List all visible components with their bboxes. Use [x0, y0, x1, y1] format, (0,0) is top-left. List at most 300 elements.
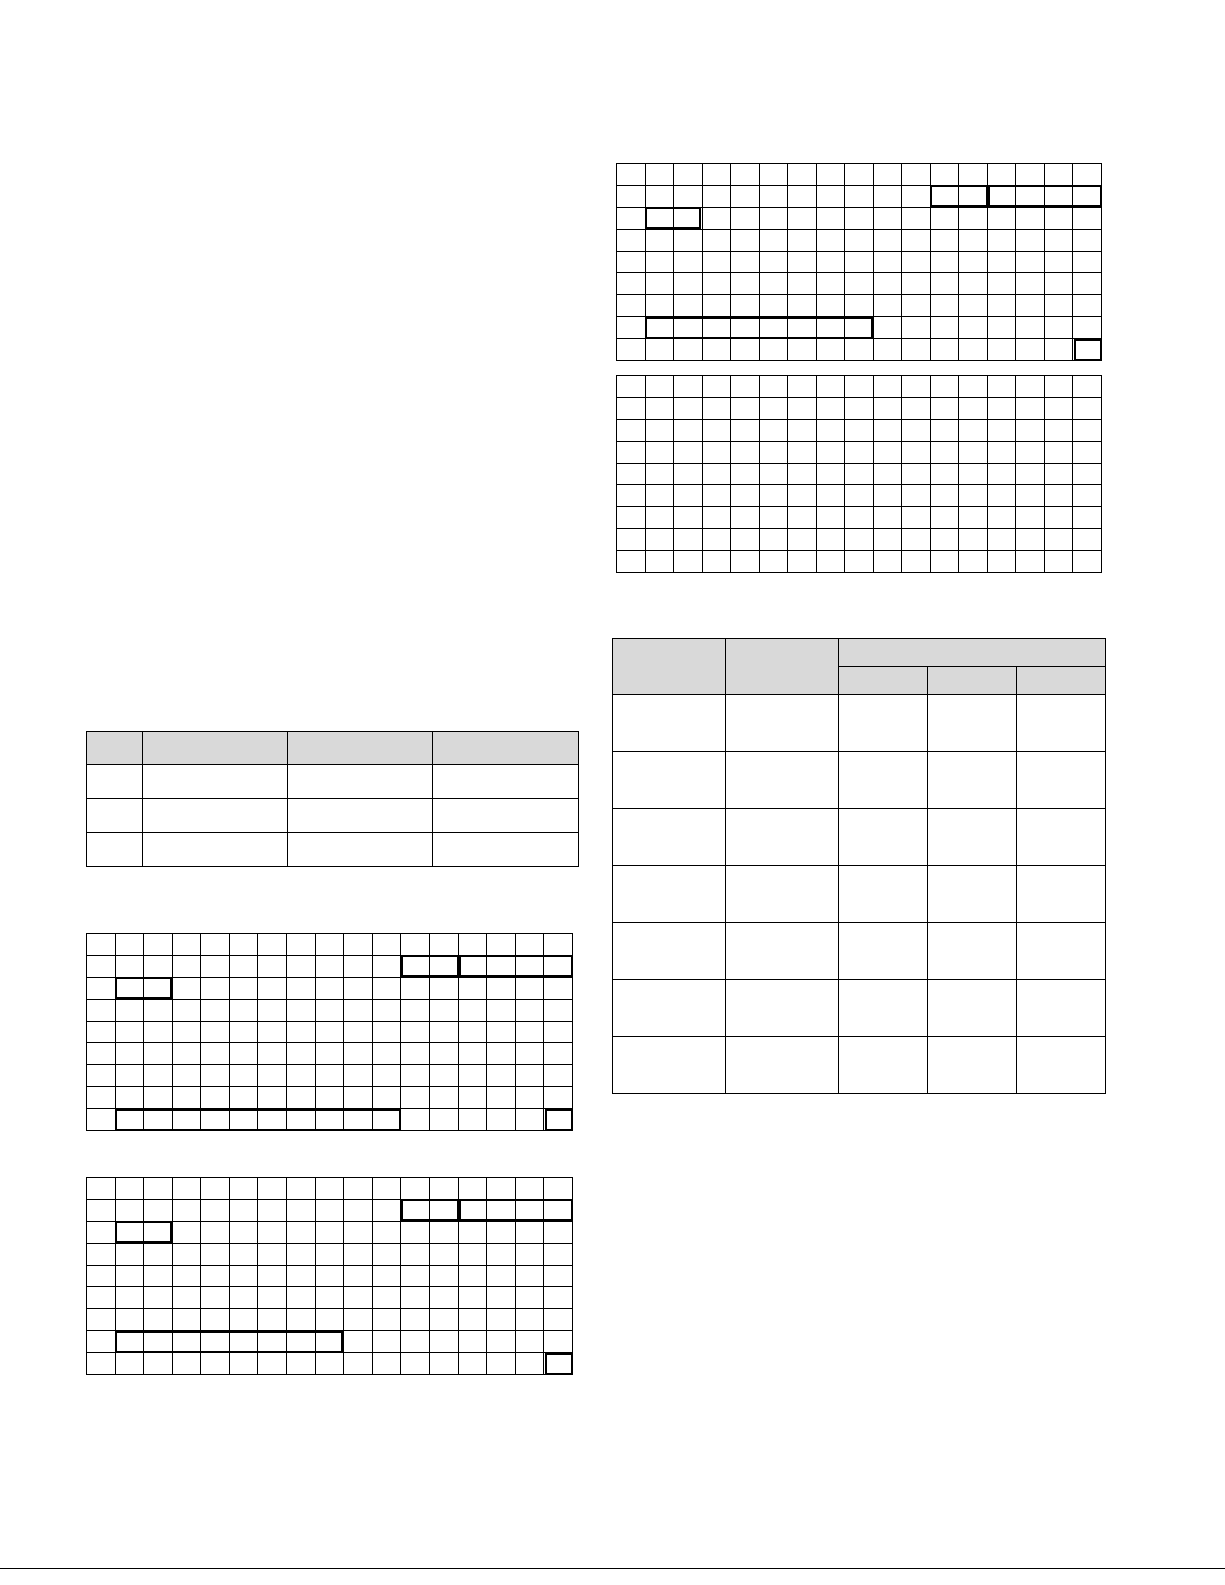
grid-cell [1073, 317, 1102, 339]
table-cell [839, 752, 928, 809]
grid-cell [201, 1287, 230, 1309]
table-cell [288, 765, 433, 799]
table-cell [928, 1037, 1017, 1094]
grid-cell [788, 529, 817, 551]
field-box [545, 1109, 573, 1131]
table-row [613, 1037, 1106, 1094]
grid-cell [258, 1199, 287, 1221]
grid-cell [873, 207, 902, 229]
grid-cell [172, 1065, 201, 1087]
grid-cell [930, 507, 959, 529]
grid-cell [731, 551, 760, 573]
grid-cell [987, 295, 1016, 317]
grid-cell [788, 397, 817, 419]
grid-cell [902, 185, 931, 207]
grid-cell [816, 185, 845, 207]
grid-cell [372, 1221, 401, 1243]
grid-cell [1044, 295, 1073, 317]
grid-cell [401, 1178, 430, 1200]
grid-cell [959, 397, 988, 419]
grid-cell [702, 463, 731, 485]
grid-cell [172, 1178, 201, 1200]
grid-cell [429, 1331, 458, 1353]
grid-cell [702, 419, 731, 441]
grid-cell [401, 1065, 430, 1087]
grid-cell [930, 339, 959, 361]
grid-cell [87, 1287, 116, 1309]
grid-cell [702, 397, 731, 419]
grid-cell [930, 397, 959, 419]
grid-cell [115, 1199, 144, 1221]
grid-cell [487, 1109, 516, 1131]
grid-cell [229, 1265, 258, 1287]
grid-cell [987, 463, 1016, 485]
grid-cell [487, 1178, 516, 1200]
grid-cell [344, 934, 373, 956]
grid-cell [315, 1221, 344, 1243]
grid-cell [987, 317, 1016, 339]
grid-cell [458, 934, 487, 956]
grid-cell [344, 1287, 373, 1309]
grid-cell [759, 551, 788, 573]
table-cell [433, 765, 579, 799]
grid-cell [674, 251, 703, 273]
table-cell [433, 833, 579, 867]
grid-cell [987, 164, 1016, 186]
grid-cell [702, 441, 731, 463]
grid-cell [702, 376, 731, 398]
grid-left-a [86, 933, 573, 1131]
grid-row [87, 1243, 573, 1265]
grid-cell [429, 1178, 458, 1200]
grid-cell [816, 273, 845, 295]
grid-cell [515, 1243, 544, 1265]
grid-cell [930, 529, 959, 551]
grid-cell [87, 1109, 116, 1131]
grid-cell [172, 1353, 201, 1375]
grid-cell [144, 1287, 173, 1309]
grid-cell [115, 1043, 144, 1065]
grid-cell [144, 1265, 173, 1287]
grid-cell [429, 1265, 458, 1287]
grid-cell [87, 934, 116, 956]
grid-cell [1016, 207, 1045, 229]
grid-cell [144, 1087, 173, 1109]
grid-row [617, 441, 1102, 463]
table-cell [839, 923, 928, 980]
grid-cell [731, 185, 760, 207]
grid-row [617, 229, 1102, 251]
table-cell [143, 765, 288, 799]
table-cell [928, 752, 1017, 809]
grid-cell [401, 1287, 430, 1309]
grid-cell [515, 1087, 544, 1109]
grid-cell [344, 999, 373, 1021]
grid-cell [544, 977, 573, 999]
grid-cell [1016, 397, 1045, 419]
grid-cell [987, 419, 1016, 441]
grid-cell [487, 1287, 516, 1309]
grid-cell [515, 1109, 544, 1131]
grid-cell [759, 397, 788, 419]
grid-cell [258, 955, 287, 977]
grid-cell [172, 1287, 201, 1309]
grid-cell [544, 1065, 573, 1087]
grid-cell [674, 529, 703, 551]
grid-cell [315, 955, 344, 977]
grid-cell [845, 207, 874, 229]
grid-cell [959, 376, 988, 398]
grid-cell [115, 1243, 144, 1265]
grid-cell [287, 1199, 316, 1221]
table-cell [726, 866, 839, 923]
grid-cell [731, 376, 760, 398]
grid-cell [258, 1353, 287, 1375]
table-cell [143, 799, 288, 833]
grid-cell [702, 551, 731, 573]
table-cell [839, 980, 928, 1037]
grid-cell [401, 1043, 430, 1065]
field-box [459, 955, 573, 977]
grid-cell [372, 1353, 401, 1375]
grid-cell [645, 273, 674, 295]
grid-cell [401, 1087, 430, 1109]
grid-cell [515, 1043, 544, 1065]
grid-cell [372, 1178, 401, 1200]
table-cell [433, 799, 579, 833]
grid-cell [930, 463, 959, 485]
grid-cell [487, 999, 516, 1021]
grid-cell [344, 955, 373, 977]
grid-cell [1044, 229, 1073, 251]
grid-cell [258, 1087, 287, 1109]
grid-row [87, 1178, 573, 1200]
grid-cell [617, 251, 646, 273]
grid-cell [617, 295, 646, 317]
grid-cell [788, 419, 817, 441]
grid-cell [144, 955, 173, 977]
page-bottom-rule [0, 1568, 1225, 1569]
grid-cell [401, 1243, 430, 1265]
grid-cell [315, 999, 344, 1021]
grid-cell [201, 1021, 230, 1043]
grid-cell [645, 441, 674, 463]
table-cell [726, 923, 839, 980]
grid-cell [873, 397, 902, 419]
grid-cell [1073, 529, 1102, 551]
grid-cell [487, 1221, 516, 1243]
grid-cell [987, 507, 1016, 529]
field-box [115, 1109, 401, 1131]
grid-cell [645, 295, 674, 317]
grid-cell [788, 376, 817, 398]
grid-cell [229, 1043, 258, 1065]
grid-cell [617, 485, 646, 507]
field-box [988, 185, 1102, 207]
summary-table [86, 731, 579, 867]
grid-cell [930, 207, 959, 229]
grid-cell [788, 295, 817, 317]
grid-cell [429, 1065, 458, 1087]
grid-cell [115, 1309, 144, 1331]
grid-cell [788, 463, 817, 485]
grid-cell [201, 1065, 230, 1087]
grid-cell [645, 376, 674, 398]
grid-cell [87, 1065, 116, 1087]
grid-cell [201, 1178, 230, 1200]
grid-cell [458, 1265, 487, 1287]
grid-cell [429, 1109, 458, 1131]
grid-cell [344, 1065, 373, 1087]
grid-cell [115, 1287, 144, 1309]
grid-cell [759, 164, 788, 186]
grid-cell [201, 999, 230, 1021]
grid-cell [429, 1043, 458, 1065]
grid-cell [1044, 251, 1073, 273]
grid-cell [372, 1331, 401, 1353]
grid-cell [144, 1353, 173, 1375]
grid-cell [1073, 551, 1102, 573]
grid-cell [372, 1021, 401, 1043]
grid-cell [902, 273, 931, 295]
grid-cell [1044, 485, 1073, 507]
grid-cell [287, 955, 316, 977]
grid-cell [201, 1043, 230, 1065]
grid-cell [429, 1309, 458, 1331]
table-cell [726, 980, 839, 1037]
grid-cell [645, 339, 674, 361]
grid-cell [172, 1087, 201, 1109]
grid-cell [229, 1065, 258, 1087]
grid-cell [287, 999, 316, 1021]
grid-cell [372, 1065, 401, 1087]
grid-cell [759, 229, 788, 251]
grid-cell [401, 1221, 430, 1243]
grid-cell [372, 1309, 401, 1331]
matrix-col-header [726, 639, 839, 695]
table-cell [928, 923, 1017, 980]
grid-cell [315, 1353, 344, 1375]
field-box [115, 1221, 172, 1243]
table-cell [1017, 923, 1106, 980]
table-cell [1017, 695, 1106, 752]
grid-cell [731, 463, 760, 485]
grid-cell [788, 251, 817, 273]
table-cell [613, 980, 726, 1037]
grid-cell [458, 1065, 487, 1087]
grid-cell [87, 1309, 116, 1331]
grid-cell [617, 529, 646, 551]
grid-row [617, 551, 1102, 573]
grid-cell [930, 376, 959, 398]
grid-cell [429, 1353, 458, 1375]
grid-cell [258, 1243, 287, 1265]
table-cell [613, 695, 726, 752]
grid-cell [515, 1331, 544, 1353]
grid-cell [902, 376, 931, 398]
grid-cell [258, 934, 287, 956]
table-cell [839, 1037, 928, 1094]
summary-col-header [433, 732, 579, 765]
grid-cell [617, 376, 646, 398]
grid-cell [344, 1265, 373, 1287]
grid-cell [759, 185, 788, 207]
grid-cell [959, 507, 988, 529]
table-cell [613, 1037, 726, 1094]
grid-cell [731, 485, 760, 507]
grid-cell [845, 551, 874, 573]
grid-cell [1016, 529, 1045, 551]
grid-cell [1073, 419, 1102, 441]
grid-cell [544, 1178, 573, 1200]
grid-cell [759, 295, 788, 317]
grid-cell [458, 1287, 487, 1309]
grid-cell [172, 977, 201, 999]
grid-cell [372, 955, 401, 977]
grid-cell [959, 529, 988, 551]
grid-cell [645, 251, 674, 273]
grid-cell [845, 229, 874, 251]
grid-cell [816, 295, 845, 317]
grid-cell [201, 1353, 230, 1375]
grid-cell [1073, 507, 1102, 529]
grid-cell [1016, 419, 1045, 441]
field-box [401, 1199, 459, 1221]
grid-cell [287, 1043, 316, 1065]
grid-cell [287, 1353, 316, 1375]
grid-cell [1016, 295, 1045, 317]
grid-cell [617, 164, 646, 186]
grid-cell [1073, 295, 1102, 317]
grid-row [617, 295, 1102, 317]
grid-cell [816, 251, 845, 273]
grid-cell [873, 229, 902, 251]
grid-cell [487, 934, 516, 956]
grid-cell [930, 419, 959, 441]
grid-cell [617, 507, 646, 529]
grid-cell [372, 1199, 401, 1221]
grid-cell [617, 419, 646, 441]
grid-cell [702, 485, 731, 507]
grid-cell [788, 485, 817, 507]
grid-cell [873, 251, 902, 273]
grid-cell [401, 1265, 430, 1287]
grid-cell [816, 376, 845, 398]
matrix-subcol-header [839, 667, 928, 695]
grid-cell [1073, 441, 1102, 463]
grid-cell [1016, 273, 1045, 295]
grid-cell [1073, 463, 1102, 485]
grid-cell [544, 1221, 573, 1243]
grid-cell [87, 955, 116, 977]
grid-cell [902, 164, 931, 186]
grid-cell [458, 1331, 487, 1353]
grid-cell [959, 485, 988, 507]
grid-cell [315, 1043, 344, 1065]
grid-cell [429, 977, 458, 999]
grid-cell [873, 551, 902, 573]
grid-cell [674, 397, 703, 419]
grid-cell [816, 485, 845, 507]
table-cell [1017, 809, 1106, 866]
grid-cell [458, 1087, 487, 1109]
table-cell [839, 809, 928, 866]
grid-cell [229, 1178, 258, 1200]
grid-cell [759, 441, 788, 463]
grid-row [617, 251, 1102, 273]
table-cell [143, 833, 288, 867]
grid-cell [674, 295, 703, 317]
grid-cell [816, 441, 845, 463]
grid-row [617, 419, 1102, 441]
grid-cell [959, 463, 988, 485]
grid-cell [115, 955, 144, 977]
grid-right-blank [616, 375, 1102, 573]
grid-cell [287, 934, 316, 956]
grid-cell [1016, 485, 1045, 507]
grid-cell [902, 507, 931, 529]
grid-cell [788, 551, 817, 573]
grid-cell [1016, 463, 1045, 485]
table-cell [839, 695, 928, 752]
grid-cell [229, 1199, 258, 1221]
grid-cell [845, 339, 874, 361]
grid-cell [458, 1043, 487, 1065]
grid-cell [115, 1087, 144, 1109]
grid-cell [344, 1043, 373, 1065]
field-box [645, 317, 873, 339]
table-cell [928, 695, 1017, 752]
grid-cell [429, 999, 458, 1021]
grid-cell [731, 397, 760, 419]
grid-cell [229, 1087, 258, 1109]
grid-top-right [616, 163, 1102, 361]
grid-cell [702, 507, 731, 529]
grid-cell [487, 1021, 516, 1043]
grid-cell [645, 229, 674, 251]
grid-cell [987, 376, 1016, 398]
grid-cell [902, 397, 931, 419]
grid-cell [902, 295, 931, 317]
grid-cell [902, 317, 931, 339]
grid-cell [315, 1243, 344, 1265]
grid-row [617, 463, 1102, 485]
grid-cell [959, 295, 988, 317]
grid-cell [731, 229, 760, 251]
grid-cell [1016, 441, 1045, 463]
table-cell [613, 752, 726, 809]
grid-cell [1016, 551, 1045, 573]
table-cell [839, 866, 928, 923]
grid-cell [1044, 207, 1073, 229]
grid-cell [458, 1353, 487, 1375]
grid-cell [902, 229, 931, 251]
grid-cell [674, 185, 703, 207]
table-cell [87, 765, 143, 799]
grid-cell [401, 1309, 430, 1331]
grid-cell [287, 1265, 316, 1287]
grid-cell [1044, 317, 1073, 339]
grid-cell [172, 1243, 201, 1265]
grid-cell [515, 977, 544, 999]
grid-cell [617, 317, 646, 339]
matrix-subcol-header [1017, 667, 1106, 695]
grid-cell [1073, 397, 1102, 419]
grid-cell [229, 934, 258, 956]
grid-cell [287, 977, 316, 999]
grid-cell [930, 164, 959, 186]
grid-cell [429, 934, 458, 956]
